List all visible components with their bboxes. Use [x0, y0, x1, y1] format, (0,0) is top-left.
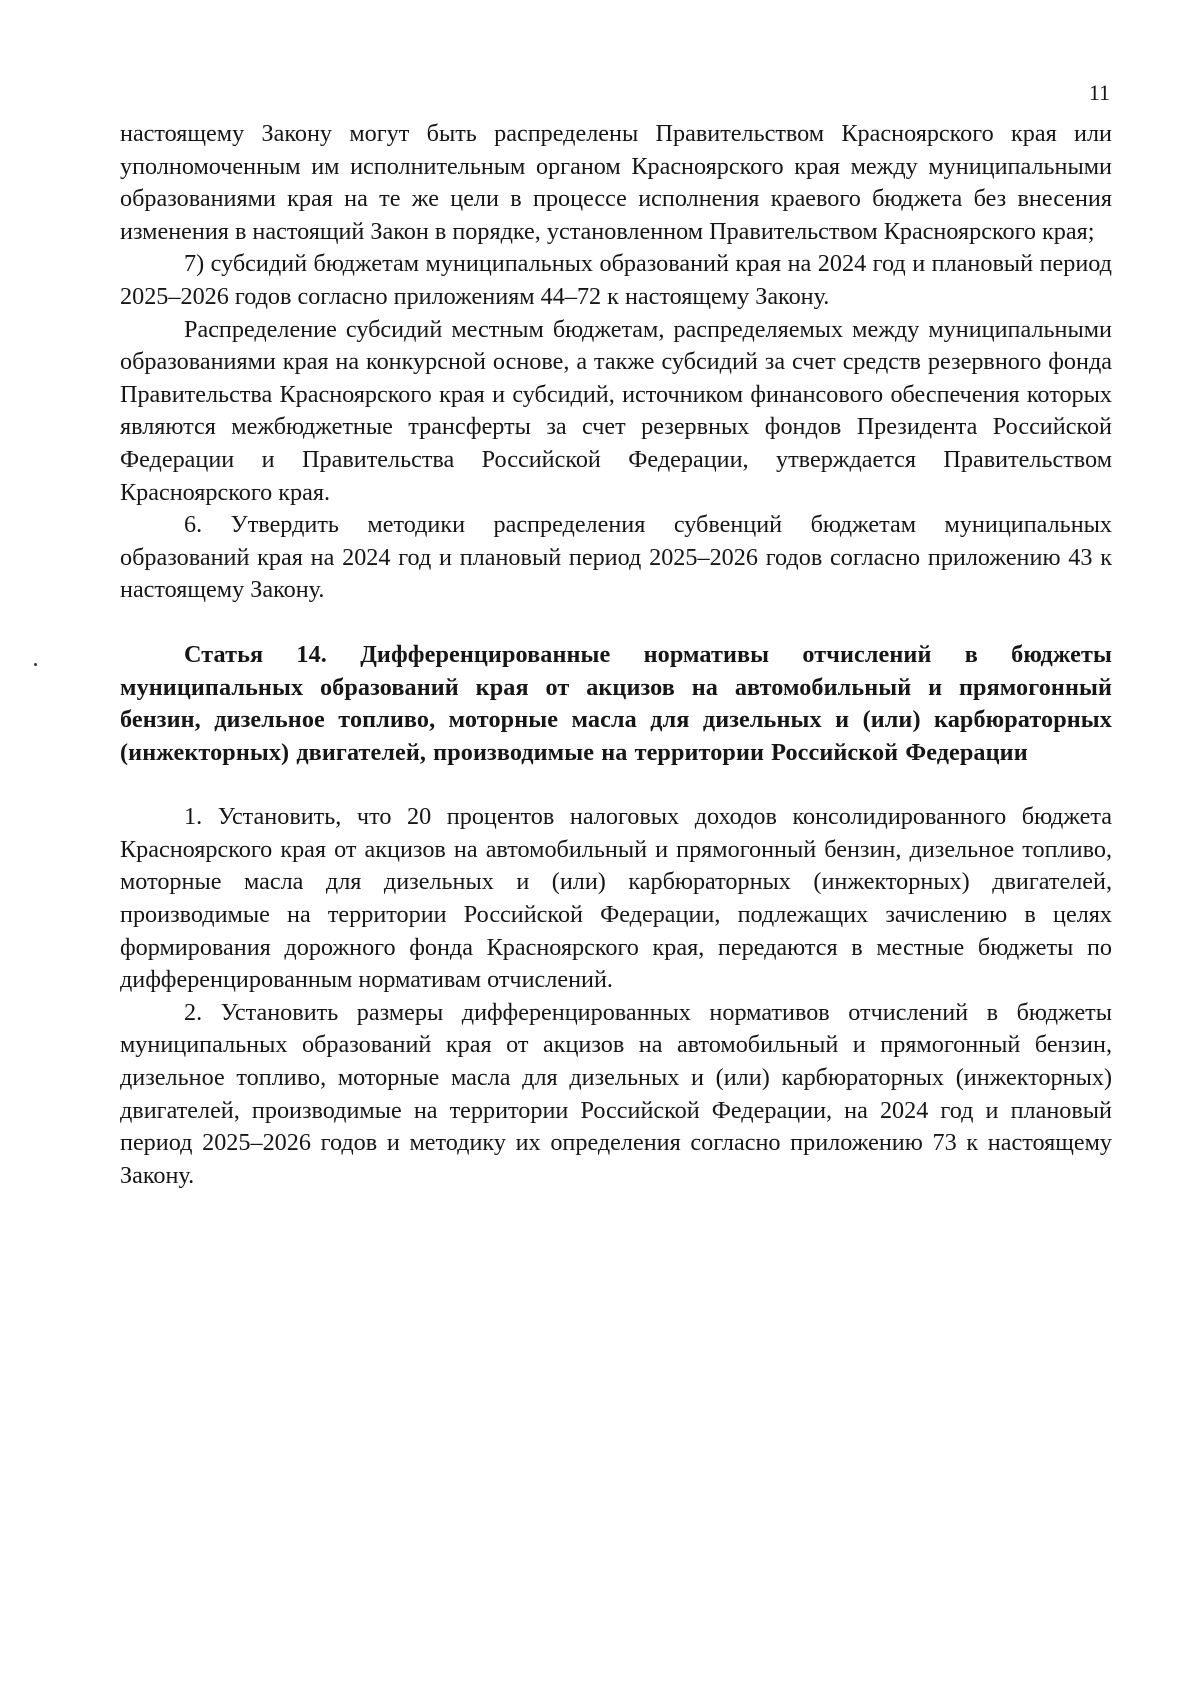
- article-14-title: Дифференцированные нормативы отчислений в бюджеты муниципальных образований края от акцизов на автомобильный и прямогонный бензин, дизельное топливо, моторные масла для дизельных и (или) карбюраторных (инжекторных) двигателей, производимые на территории Российской Федерации: [120, 640, 1112, 766]
- paragraph-continuation: настоящему Закону могут быть распределены Правительством Красноярского края или уполномоченным им исполнительным органом Красноярского края между муниципальными образованиями края на те же цели в процессе исполнения краевого бюджета без внесения изменения в настоящий Закон в порядке, установленном Правительством Красноярского края;: [120, 120, 1112, 245]
- page-number: 11: [1088, 80, 1110, 105]
- article-14-point-2: 2. Установить размеры дифференцированных нормативов отчислений в бюджеты муниципальных образований края от акцизов на автомобильный и прямогонный бензин, дизельное топливо, моторные масла для дизельных и (или) карбюраторных (инжекторных) двигателей, производимые на территории Российской Федерации, на 2024 год и плановый период 2025–2026 годов и методику их определения согласно приложению 73 к настоящему Закону.: [120, 998, 1112, 1189]
- article-14-point-1: 1. Установить, что 20 процентов налоговых доходов консолидированного бюджета Красноярского края от акцизов на автомобильный и прямогонный бензин, дизельное топливо, моторные масла для дизельных и (или) карбюраторных (инжекторных) двигателей, производимые на территории Российской Федерации, подлежащих зачислению в целях формирования дорожного фонда Красноярского края, передаются в местные бюджеты по дифференцированным нормативам отчислений.: [120, 803, 1112, 994]
- paragraph-item-7: 7) субсидий бюджетам муниципальных образований края на 2024 год и плановый период 2025–2026 годов согласно приложениям 44–72 к настоящему Закону.: [120, 250, 1112, 310]
- paragraph-point-6: 6. Утвердить методики распределения субвенций бюджетам муниципальных образований края на 2024 год и плановый период 2025–2026 годов согласно приложению 43 к настоящему Закону.: [120, 511, 1112, 604]
- paragraph-subsidy-distribution: Распределение субсидий местным бюджетам, распределяемых между муниципальными образованиями края на конкурсной основе, а также субсидий за счет средств резервного фонда Правительства Красноярского края и субсидий, источником финансового обеспечения которых являются межбюджетные трансферты за счет резервных фондов Президента Российской Федерации и Правительства Российской Федерации, утверждается Правительством Красноярского края.: [120, 315, 1112, 506]
- article-14-heading: [120, 639, 1112, 769]
- article-14-label: Статья 14.: [184, 640, 327, 668]
- scan-speck: [34, 663, 37, 666]
- document-body: [120, 118, 1112, 1192]
